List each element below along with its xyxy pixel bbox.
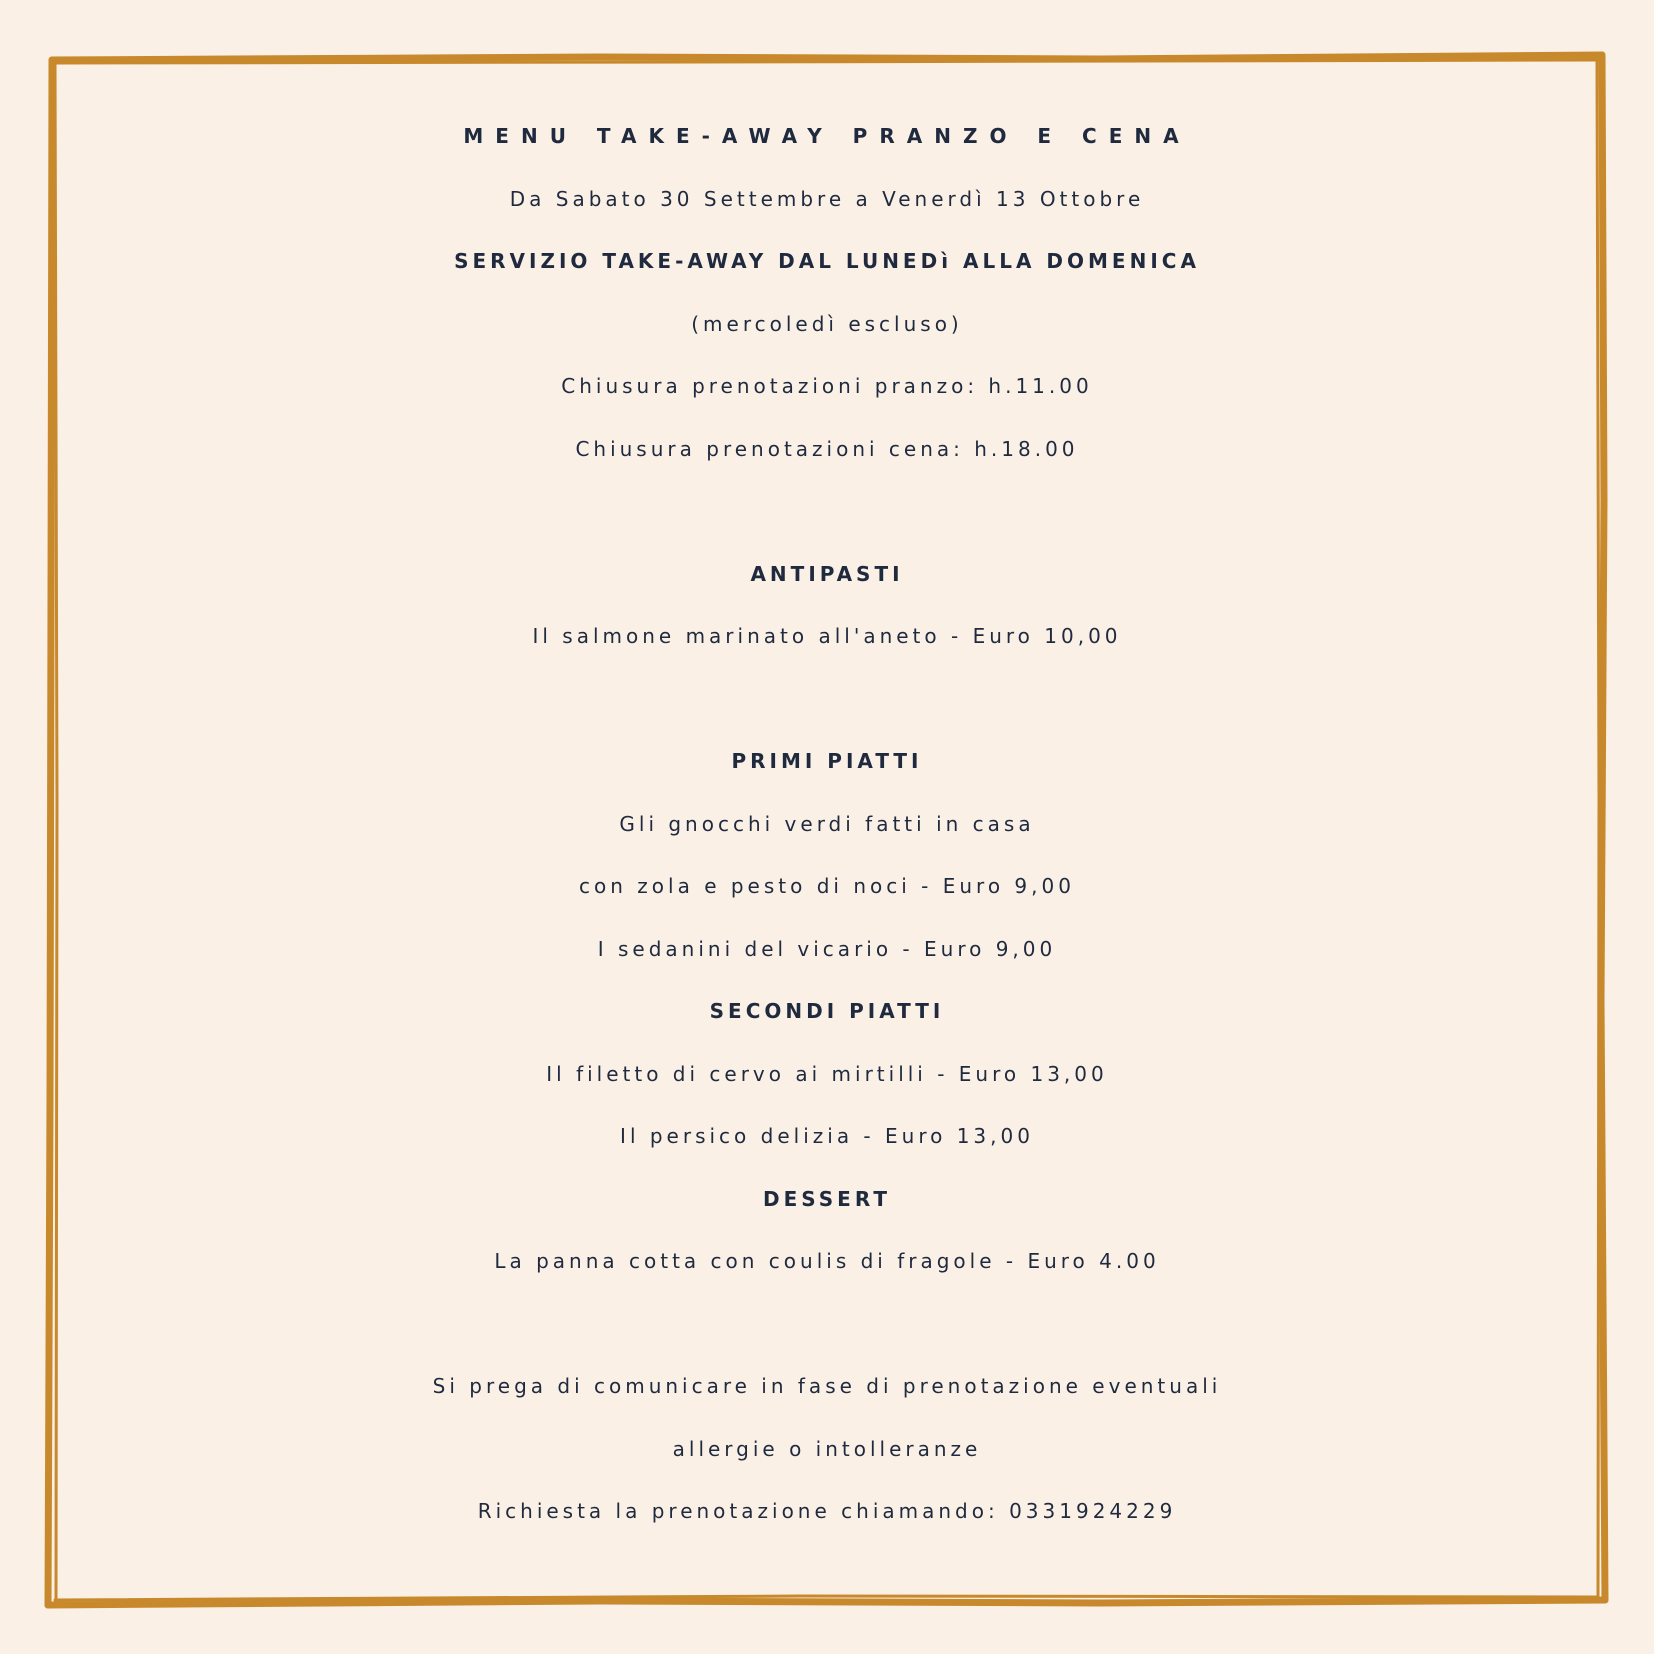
excluded-day: (mercoledì escluso) [691,312,963,336]
menu-item: I sedanini del vicario - Euro 9,00 [597,937,1057,961]
section-heading-dessert: DESSERT [763,1187,891,1211]
closing-lunch: Chiusura prenotazioni pranzo: h.11.00 [561,374,1093,398]
section-heading-antipasti: ANTIPASTI [750,562,904,586]
menu-item: Il filetto di cervo ai mirtilli - Euro 13,00 [546,1062,1108,1086]
section-heading-primi: PRIMI PIATTI [731,749,923,773]
closing-dinner: Chiusura prenotazioni cena: h.18.00 [575,437,1079,461]
menu-item: La panna cotta con coulis di fragole - Euro 4.00 [494,1249,1160,1273]
allergy-note-continued: allergie o intolleranze [672,1437,982,1461]
menu-dates: Da Sabato 30 Settembre a Venerdì 13 Ottobre [509,187,1145,211]
menu-item: Gli gnocchi verdi fatti in casa [619,812,1035,836]
section-heading-secondi: SECONDI PIATTI [709,999,945,1023]
booking-phone: Richiesta la prenotazione chiamando: 0331924229 [477,1499,1177,1523]
menu-item: con zola e pesto di noci - Euro 9,00 [579,874,1075,898]
menu-title: MENU TAKE-AWAY PRANZO E CENA [463,124,1191,148]
menu-item: Il salmone marinato all'aneto - Euro 10,00 [532,624,1122,648]
allergy-note: Si prega di comunicare in fase di prenotazione eventuali [432,1374,1222,1398]
menu-item: Il persico delizia - Euro 13,00 [620,1124,1034,1148]
service-days: SERVIZIO TAKE-AWAY DAL LUNEDì ALLA DOMENICA [454,249,1200,273]
